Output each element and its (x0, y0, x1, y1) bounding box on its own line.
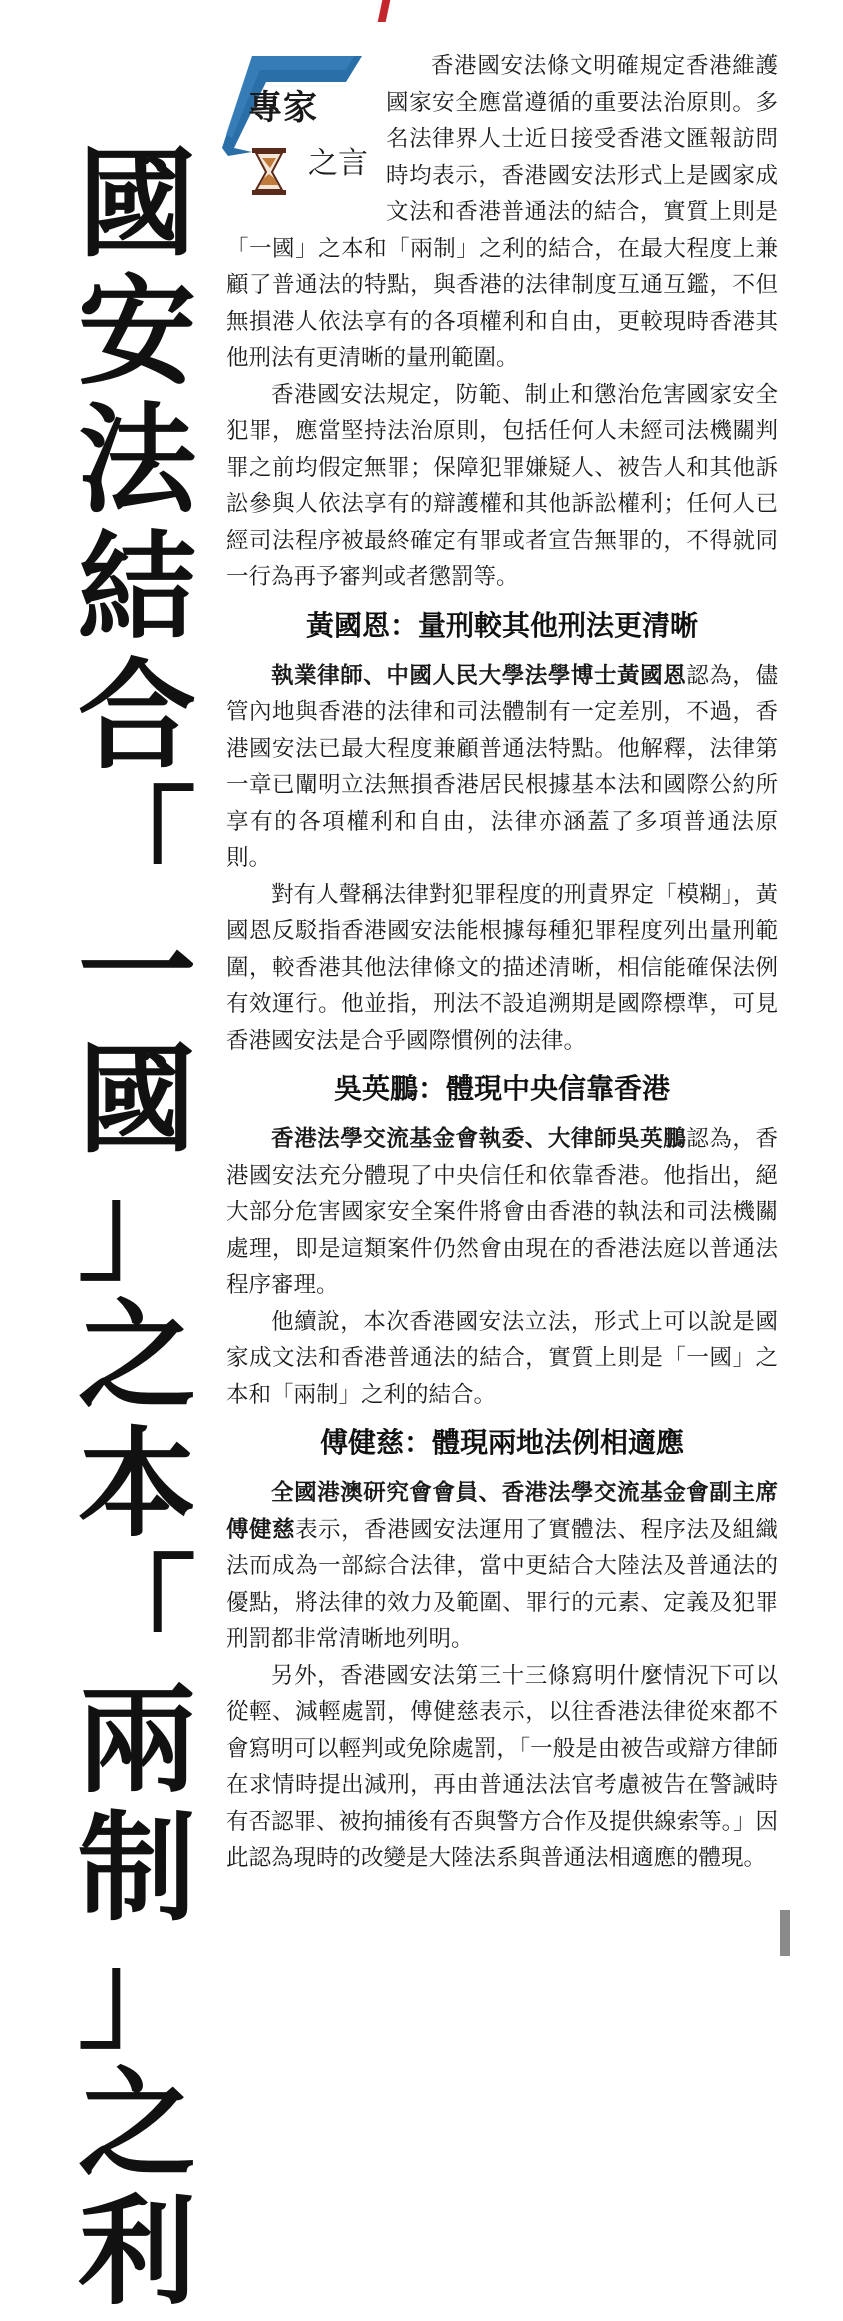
section-title: 體現兩地法例相適應 (432, 1426, 685, 1459)
headline-char: 制 (77, 1799, 196, 1937)
section-paragraph: 另外，香港國安法第三十三條寫明什麼情況下可以從輕、減輕處罰，傅健慈表示，以往香港法律從來都不會寫明可以輕判或免除處罰，「一般是由被告或辯方律師在求情時提出減刑，再由普通法法官考慮被告在警誡時有否認罪、被拘捕後有否與警方合作及提供線索等。」因此認為現時的改變是大陸法系與普通法相適應的體現。 (226, 1662, 778, 1871)
headline-char: 」 (77, 1159, 196, 1297)
headline-char: 」 (77, 1927, 196, 2065)
intro-paragraph: 香港國安法條文明確規定香港維護國家安全應當遵循的重要法治原則。多名法律界人士近日接受香港文匯報訪問時均表示，香港國安法形式上是國家成文法和香港普通法的結合，實質上則是「一國」之本和「兩制」之利的結合，在最大程度上兼顧了普通法的特點，與香港的法律制度互通互鑑，不但無損港人依法享有的各項權利和自由，更較現時香港其他刑法有更清晰的量刑範圍。 (226, 53, 778, 371)
section-heading (226, 606, 778, 646)
headline-char: 一 (77, 903, 196, 1041)
headline-char: 之 (77, 1287, 196, 1425)
section-paragraph: 他續說，本次香港國安法立法，形式上可以說是國家成文法和香港普通法的結合，實質上則是「一國」之本和「兩制」之利的結合。 (226, 1308, 778, 1408)
section-colon: ： (417, 1072, 446, 1105)
intro-paragraph: 香港國安法規定，防範、制止和懲治危害國家安全犯罪，應當堅持法治原則，包括任何人未經司法機關判罪之前均假定無罪；保障犯罪嫌疑人、被告人和其他訴訟參與人依法享有的辯護權和其他訴訟權利；任何人已經司法程序被最終確定有罪或者宣告無罪的，不得就同一行為再予審判或者懲罰等。 (226, 381, 778, 590)
headline-char: 國 (77, 135, 196, 273)
section-lead-text: 認為，香港國安法充分體現了中央信任和依靠香港。他指出，絕大部分危害國家安全案件將會由香港的執法和司法機關處理，即是這類案件仍然會由現在的香港法庭以普通法程序審理。 (226, 1126, 778, 1298)
badge-wrap-space (226, 48, 386, 224)
top-accent-mark (378, 0, 391, 22)
section-lead-paragraph (226, 658, 778, 877)
section-expert-name: 吳英鵬 (333, 1072, 418, 1105)
section-lead-name: 全國港澳研究會會員、香港法學交流基金會副主席傅健慈 (226, 1480, 778, 1543)
section-lead-paragraph (226, 1475, 778, 1658)
section-heading (226, 1423, 778, 1463)
section-paragraph: 對有人聲稱法律對犯罪程度的刑責界定「模糊」，黃國恩反駁指香港國安法能根據每種犯罪程度列出量刑範圍，較香港其他法律條文的描述清晰，相信能確保法例有效運行。他並指，刑法不設追溯期是國際標準，可見香港國安法是合乎國際慣例的法律。 (226, 881, 778, 1054)
article-body (226, 48, 778, 1877)
section-lead-name: 香港法學交流基金會執委、大律師吳英鵬 (271, 1126, 687, 1152)
headline-char: 兩 (77, 1671, 196, 1809)
headline-char: 合 (77, 647, 196, 785)
headline-char: 利 (77, 2183, 196, 2321)
section-heading (226, 1069, 778, 1109)
section-title: 量刑較其他刑法更清晰 (418, 608, 699, 642)
section-lead-text: 認為，儘管內地與香港的法律和司法體制有一定差別，不過，香港國安法已最大程度兼顧普通法特點。他解釋，法律第一章已闡明立法無損香港居民根據基本法和國際公約所享有的各項權利和自由，法律亦涵蓋了多項普通法原則。 (226, 662, 778, 871)
headline-char: 國 (77, 1031, 196, 1169)
headline-char: 結 (77, 519, 196, 657)
headline-char: 本 (77, 1415, 196, 1553)
section-title: 體現中央信靠香港 (446, 1072, 671, 1105)
bottom-accent-mark (780, 1910, 790, 1956)
vertical-headline (62, 135, 212, 2321)
section-colon: ： (389, 608, 418, 642)
section-expert-name: 黃國恩 (305, 608, 390, 642)
headline-char: 安 (77, 263, 196, 401)
badge-subtitle: 之言 (308, 146, 368, 181)
section-lead-name: 執業律師、中國人民大學法學博士黃國恩 (271, 662, 687, 689)
section-lead-paragraph (226, 1121, 778, 1304)
headline-char: 「 (77, 1543, 196, 1681)
headline-char: 之 (77, 2055, 196, 2193)
headline-char: 「 (77, 775, 196, 913)
section-colon: ： (403, 1426, 432, 1459)
section-expert-name: 傅健慈 (319, 1426, 404, 1459)
headline-char: 法 (77, 391, 196, 529)
section-lead-text: 表示，香港國安法運用了實體法、程序法及組織法而成為一部綜合法律，當中更結合大陸法及普通法的優點，將法律的效力及範圍、罪行的元素、定義及犯罪刑罰都非常清晰地列明。 (226, 1516, 778, 1652)
badge-title: 專家 (248, 88, 318, 128)
